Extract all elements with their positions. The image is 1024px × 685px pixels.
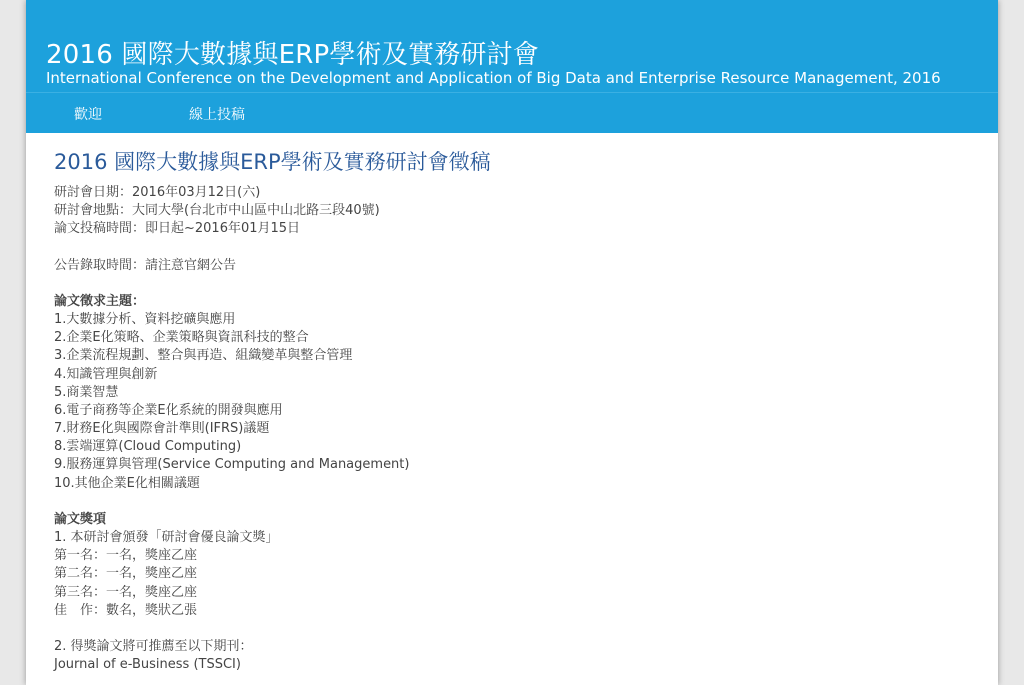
topic-item: 3.企業流程規劃、整合與再造、組織變革與整合管理	[54, 348, 353, 364]
info-venue: 研討會地點：大同大學(台北市中山區中山北路三段40號)	[54, 203, 380, 219]
topic-item: 6.電子商務等企業E化系統的開發與應用	[54, 402, 283, 418]
info-date: 研討會日期：2016年03月12日(六)	[54, 185, 261, 200]
award-item: 佳 作：數名，獎狀乙張	[54, 602, 198, 618]
nav-item-welcome[interactable]: 歡迎	[74, 107, 102, 123]
award-item: 第一名：一名，獎座乙座	[54, 548, 198, 564]
main-content	[54, 148, 974, 674]
info-submission-period: 論文投稿時間：即日起~2016年01月15日	[54, 221, 301, 237]
award-item: 第三名：一名，獎座乙座	[54, 584, 198, 600]
page-title: 2016 國際大數據與ERP學術及實務研討會徵稿	[54, 150, 491, 174]
nav-bar	[26, 92, 998, 133]
topic-item: 8.雲端運算(Cloud Computing)	[54, 439, 242, 455]
journal-item: Journal of e-Business (TSSCI)	[54, 657, 241, 673]
journals-heading: 2. 得獎論文將可推薦至以下期刊：	[54, 638, 253, 654]
topic-item: 5.商業智慧	[54, 384, 119, 400]
topic-item: 4.知識管理與創新	[54, 366, 158, 382]
topic-item: 10.其他企業E化相關議題	[54, 475, 200, 491]
topic-item: 2.企業E化策略、企業策略與資訊科技的整合	[54, 330, 309, 346]
topics-heading: 論文徵求主題：	[54, 293, 146, 309]
nav-item-online-submission[interactable]: 線上投稿	[189, 107, 245, 123]
award-item: 1. 本研討會頒發「研討會優良論文獎」	[54, 530, 279, 545]
awards-heading: 論文獎項	[54, 511, 107, 527]
page-container	[26, 0, 998, 685]
site-title: 2016 國際大數據與ERP學術及實務研討會	[46, 40, 540, 70]
topic-item: 9.服務運算與管理(Service Computing and Management)	[54, 457, 410, 473]
topic-item: 7.財務E化與國際會計準則(IFRS)議題	[54, 421, 270, 437]
announcement-text: 公告錄取時間：請注意官網公告	[54, 257, 237, 273]
site-banner	[26, 0, 998, 92]
topic-item: 1.大數據分析、資料挖礦與應用	[54, 311, 236, 327]
award-item: 第二名：一名，獎座乙座	[54, 566, 198, 582]
site-subtitle: International Conference on the Development and Application of Big Data and Enterprise Resource Management, 2016	[46, 69, 941, 87]
